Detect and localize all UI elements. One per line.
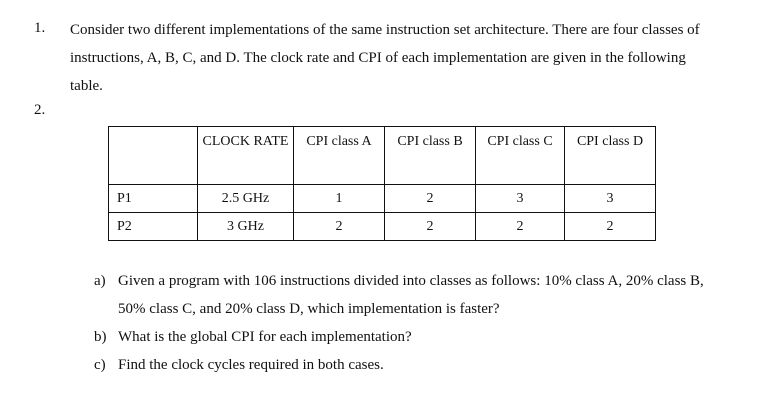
table-cell: 2	[385, 185, 476, 213]
table-cell: 2	[385, 213, 476, 241]
question-letter: a)	[94, 273, 106, 289]
question-list	[94, 267, 734, 379]
question-text: What is the global CPI for each implementation?	[118, 329, 412, 345]
row-name: P1	[109, 185, 198, 213]
header-cell-cpi-c: CPI class C	[476, 127, 565, 185]
question-letter: b)	[94, 329, 107, 345]
table-cell: 3	[476, 185, 565, 213]
question-letter: c)	[94, 357, 106, 373]
table-cell: 2.5 GHz	[198, 185, 294, 213]
header-cell-cpi-b: CPI class B	[385, 127, 476, 185]
item-1-number: 1.	[34, 20, 46, 36]
table-cell: 2	[476, 213, 565, 241]
specs-table	[108, 126, 656, 241]
question-a	[94, 267, 734, 323]
table-header-row	[109, 127, 656, 185]
header-cell-cpi-d: CPI class D	[565, 127, 656, 185]
table-row	[109, 213, 656, 241]
table-cell: 2	[565, 213, 656, 241]
item-1-text: Consider two different implementations of the same instruction set architecture. There are four classes of instructions, A, B, C, and D. The clock rate and CPI of each implementation are given in the following table.	[70, 22, 700, 94]
table-cell: 3 GHz	[198, 213, 294, 241]
table-row	[109, 185, 656, 213]
table-cell: 2	[294, 213, 385, 241]
table-cell: 3	[565, 185, 656, 213]
question-text: Given a program with 106 instructions divided into classes as follows: 10% class A, 20% class B, 50% class C, and 20% class D, which implementation is faster?	[118, 273, 704, 317]
header-cell-clock-rate: CLOCK RATE	[198, 127, 294, 185]
row-name: P2	[109, 213, 198, 241]
header-cell-blank	[109, 127, 198, 185]
question-b	[94, 323, 734, 351]
table-cell: 1	[294, 185, 385, 213]
question-text: Find the clock cycles required in both cases.	[118, 357, 384, 373]
header-cell-cpi-a: CPI class A	[294, 127, 385, 185]
question-c	[94, 351, 734, 379]
item-2-number: 2.	[34, 102, 46, 118]
